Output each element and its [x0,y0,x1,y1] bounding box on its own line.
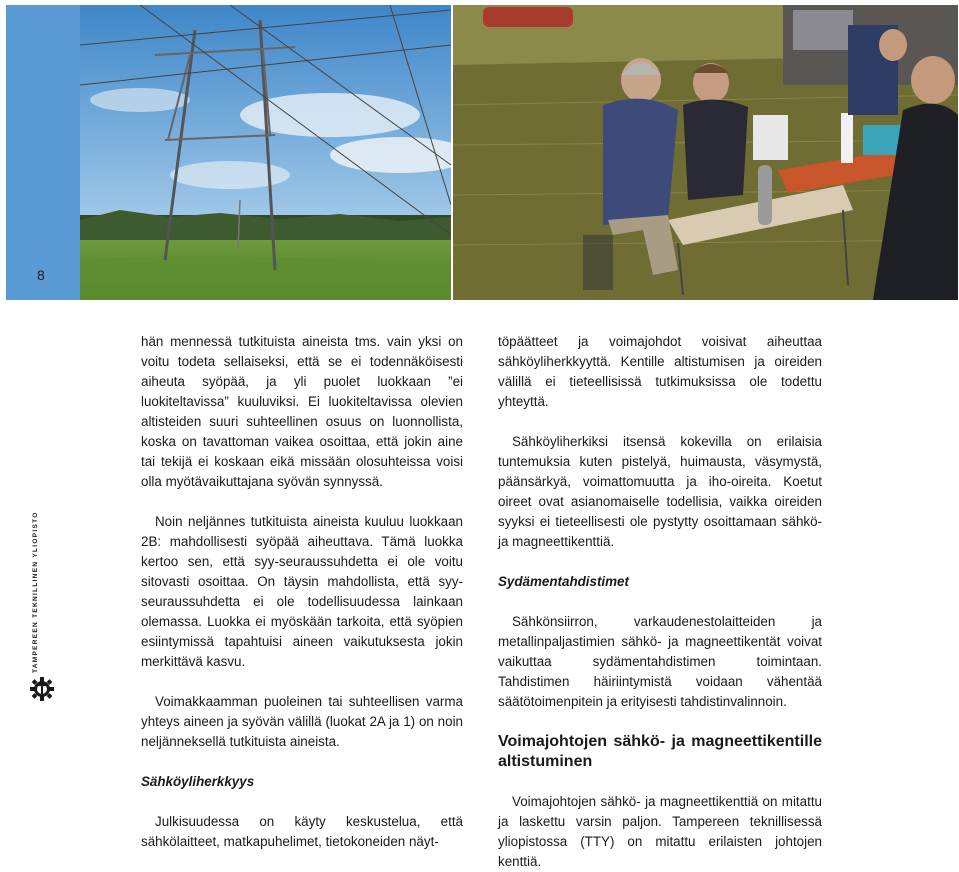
power-pylon-photo [80,5,451,300]
paragraph: hän mennessä tutkituista aineista tms. vain yksi on voitu todeta sellaiseksi, että se ei todennäköisesti aiheuta syöpää, ja yli puolet luokkaan ”ei luokiteltavissa” kuuluviksi. Ei luokiteltavissa olevien altisteiden suuri suhteellinen osuus on luonnollista, koska on tavattoman vaikea osoittaa, että jokin aine tai tekijä ei koskaan eikä missään olosuhteissa voisi olla myötävaikuttajana syövän synnyssä. [141,334,463,489]
left-text-column [141,332,463,852]
university-gear-logo-icon [30,677,54,701]
university-logo-text: TAMPEREEN TEKNILLINEN YLIOPISTO [32,511,39,673]
paragraph: Noin neljännes tutkituista aineista kuuluu luokkaan 2B: mahdollisesti syöpää aiheuttava. Tämä luokka kertoo sen, että syy-seuraussuhdetta ei ole voitu sitovasti osoittaa. On täysin mahdollista, että syy-seuraussuhdetta ei ole todellisuudessa lainkaan olemassa. Luokka ei myöskään tarkoita, että syöpien esiintymissä tapahtuisi aineen vaikutuksesta jokin merkittävä kasvu. [141,514,463,669]
paragraph: töpäätteet ja voimajohdot voisivat aiheuttaa sähköyliherkkyyttä. Kentille altistumisen ja oireiden välillä ei tieteellisissä tutkimuksissa ole todettu yhteyttä. [498,334,822,409]
page-color-bar [6,5,80,300]
paragraph: Voimajohtojen sähkö- ja magneettikenttiä on mitattu ja laskettu varsin paljon. Tampereen teknillisessä yliopistossa (TTY) on mitattu erilaisten johtojen kenttiä. [498,794,822,869]
section-heading: Sähköyliherkkyys [141,774,255,789]
page-number: 8 [37,267,45,283]
paragraph: Sähkönsiirron, varkaudenestolaitteiden ja metallinpaljastimien sähkö- ja magneettikentät voivat vaikuttaa sydämentahdistimen toimintaan. Tahdistimen häiriintymistä voidaan vähentää säätötoimenpitein ja erityisesti tahdistinvalinnoin. [498,614,822,709]
right-text-column [498,332,822,872]
section-title: Voimajohtojen sähkö- ja magneettikentille altistuminen [498,733,822,770]
field-measurement-team-photo [453,5,958,300]
paragraph: Julkisuudessa on käyty keskustelua, että sähkölaitteet, matkapuhelimet, tietokoneiden näyt- [141,814,463,849]
paragraph: Sähköyliherkiksi itsensä kokevilla on erilaisia tuntemuksia kuten pistelyä, huimausta, väsymystä, päänsärkyä, voimattomuutta ja iho-oireita. Koetut oireet ovat asianomaiselle todellisia, vaikka oireiden syyksi ei tieteellisesti ole pystytty osoittamaan sähkö- ja magneettikenttiä. [498,434,822,549]
section-heading: Sydämentahdistimet [498,574,629,589]
paragraph: Voimakkaamman puoleinen tai suhteellisen varma yhteys aineen ja syövän välillä (luokat 2A ja 1) on noin neljänneksellä tutkituista aineista. [141,694,463,749]
